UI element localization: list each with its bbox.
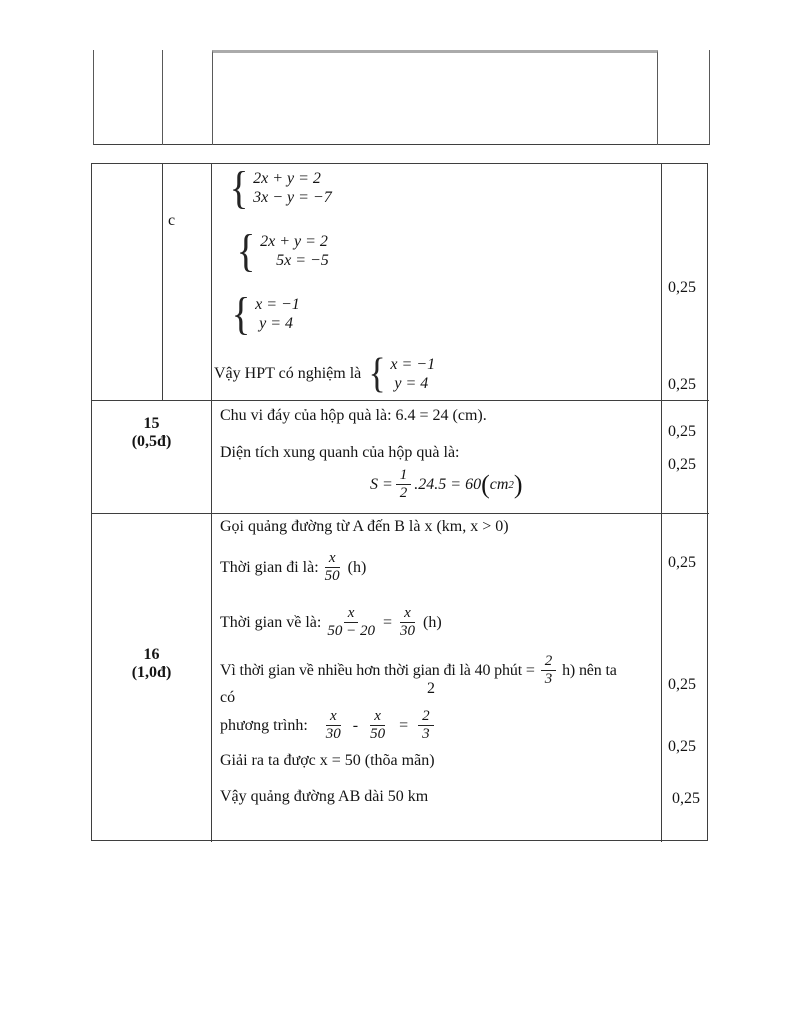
line6-minus: - (352, 716, 359, 734)
system2-line2: 5x = −5 (276, 252, 329, 269)
mark-value: 0,25 (668, 676, 696, 693)
fraction-denominator: 30 (325, 726, 341, 742)
row-16-marks-cell (662, 514, 709, 842)
fraction-x-over-50 (366, 708, 389, 743)
open-paren: ( (481, 469, 490, 499)
system4-line2: y = 4 (394, 375, 429, 392)
mark-value: 0,25 (668, 554, 696, 571)
fraction-two-thirds (418, 708, 434, 743)
formula-lhs: S = (370, 475, 393, 493)
system4-line1: x = −1 (390, 356, 436, 373)
fraction-one-half (396, 467, 412, 502)
system1-line2: 3x − y = −7 (253, 189, 332, 206)
mark-value: 0,25 (672, 790, 700, 807)
mark-value: 0,25 (668, 376, 696, 393)
conclusion-text: Vậy HPT có nghiệm là (214, 365, 362, 382)
fraction-numerator: x (326, 708, 341, 726)
row-16-content-cell (212, 514, 662, 842)
fraction-numerator: x (344, 605, 359, 623)
row-16-number-cell (92, 514, 212, 842)
fraction-denominator: 30 (399, 623, 415, 639)
formula-mid: .24.5 = 60 (414, 475, 482, 493)
mark-value: 0,25 (668, 456, 696, 473)
system3-line2: y = 4 (259, 315, 293, 332)
line2-prefix: Thời gian đi là: (220, 558, 319, 576)
row-c-empty-cell (92, 164, 163, 401)
row16-line8: Vậy quảng đường AB dài 50 km (220, 788, 429, 805)
row16-line4 (220, 653, 660, 688)
question-points: (0,5đ) (131, 433, 172, 450)
line4-suffix: h) nên ta (562, 661, 617, 679)
formula-unit: cm (489, 475, 509, 493)
equation-system-4 (367, 353, 435, 395)
fraction-denominator: 3 (422, 726, 430, 742)
question-part-label: c (168, 212, 176, 229)
fraction-x-over-30 (396, 605, 419, 640)
line3-suffix: (h) (422, 613, 442, 631)
left-brace-glyph: { (368, 351, 386, 397)
line6-prefix: phương trình: (220, 716, 308, 734)
fraction-x-over-50-minus-20 (323, 605, 379, 640)
row15-line2: Diện tích xung quanh của hộp quà là: (220, 444, 460, 461)
row16-line5: có (220, 689, 236, 706)
mark-value: 0,25 (668, 279, 696, 296)
row-15-content-cell (212, 401, 662, 514)
fraction-denominator: 50 (324, 568, 340, 584)
row16-line7: Giải ra ta được x = 50 (thõa mãn) (220, 752, 435, 769)
row15-line1: Chu vi đáy của hộp quà là: 6.4 = 24 (cm). (220, 407, 487, 424)
system3-line1: x = −1 (255, 296, 300, 313)
mark-value: 0,25 (668, 738, 696, 755)
row-c-content-cell (212, 164, 662, 401)
formula-unit-exponent: 2 (508, 478, 514, 491)
answer-table (91, 163, 708, 841)
mark-value: 0,25 (668, 423, 696, 440)
row-15-number-cell (92, 401, 212, 514)
left-brace-glyph: { (231, 288, 251, 339)
fraction-denominator: 50 − 20 (327, 623, 375, 639)
top-fragment (93, 50, 710, 145)
fraction-numerator: 1 (396, 467, 412, 485)
row-c-marks-cell (662, 164, 709, 401)
fraction-numerator: x (325, 550, 340, 568)
equation-system-1 (228, 162, 332, 213)
question-number: 16 (143, 646, 160, 663)
row-15-marks-cell (662, 401, 709, 514)
fraction-two-thirds (541, 653, 556, 688)
row16-line2 (220, 550, 366, 585)
fraction-numerator: x (400, 605, 415, 623)
line3-prefix: Thời gian về là: (220, 613, 322, 631)
line6-equals: = (399, 716, 409, 734)
stray-digit: 2 (427, 680, 435, 697)
system2-line1: 2x + y = 2 (260, 233, 328, 250)
left-brace-glyph: { (236, 225, 256, 276)
top-fragment-empty-box (212, 50, 658, 145)
row16-line1: Gọi quảng đường từ A đến B là x (km, x > 0) (220, 518, 509, 535)
fraction-denominator: 3 (544, 671, 553, 687)
question-points: (1,0đ) (131, 664, 172, 681)
left-brace-glyph: { (229, 162, 249, 213)
fraction-x-over-50 (321, 550, 344, 585)
line2-suffix: (h) (347, 558, 367, 576)
fraction-denominator: 50 (370, 726, 386, 742)
fraction-numerator: 2 (418, 708, 434, 726)
fraction-denominator: 2 (399, 485, 408, 501)
row-c-label-cell (163, 164, 212, 401)
equation-system-2 (235, 225, 329, 276)
fraction-numerator: x (370, 708, 385, 726)
equation-system-3 (230, 288, 300, 339)
question-number: 15 (143, 415, 160, 432)
row16-line6 (220, 708, 434, 743)
fraction-x-over-30 (322, 708, 345, 743)
line3-equals: = (382, 613, 392, 631)
close-paren: ) (513, 469, 523, 499)
system1-line1: 2x + y = 2 (253, 170, 321, 187)
row16-line3 (220, 605, 442, 640)
top-fragment-divider (162, 50, 163, 145)
row15-formula (370, 467, 523, 502)
line4-prefix: Vì thời gian về nhiều hơn thời gian đi là 40 phút = (220, 661, 535, 679)
fraction-numerator: 2 (541, 653, 556, 671)
conclusion-line (214, 353, 435, 395)
